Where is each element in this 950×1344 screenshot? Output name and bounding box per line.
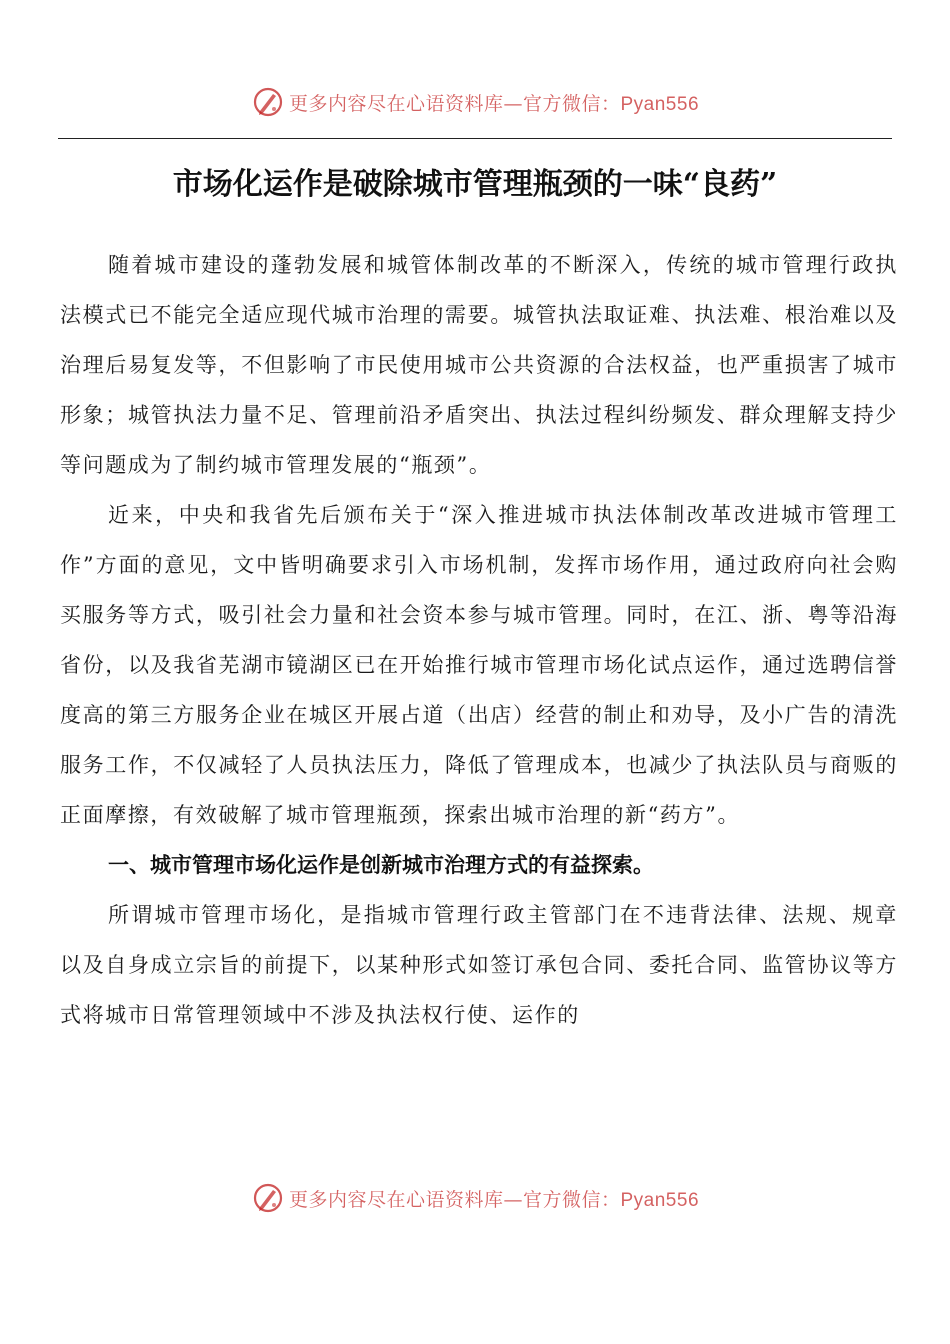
banner-dash: — xyxy=(503,92,523,115)
footer-banner xyxy=(0,1178,950,1218)
pen-logo-icon xyxy=(251,85,285,119)
header-divider xyxy=(58,138,892,139)
banner-wechat-label: 官方微信： xyxy=(522,1188,621,1211)
header-banner xyxy=(0,82,950,122)
banner-wechat-id: Pyan556 xyxy=(620,1189,700,1211)
document-body xyxy=(60,240,898,1040)
page-title: 市场化运作是破除城市管理瓶颈的一味“良药” xyxy=(172,167,778,202)
section-paragraph: 所谓城市管理市场化，是指城市管理行政主管部门在不违背法律、法规、规章以及自身成立宗旨的前提下，以某种形式如签订承包合同、委托合同、监管协议等方式将城市日常管理领域中不涉及执法权行使、运作的 xyxy=(60,903,898,1027)
banner-site-name: 更多内容尽在心语资料库 xyxy=(288,1188,504,1211)
banner-site-name: 更多内容尽在心语资料库 xyxy=(288,92,504,115)
banner-wechat-id: Pyan556 xyxy=(620,93,700,115)
banner-dash: — xyxy=(503,1188,523,1211)
banner-wechat-label: 官方微信： xyxy=(522,92,621,115)
section-heading: 一、城市管理市场化运作是创新城市治理方式的有益探索。 xyxy=(108,853,654,877)
banner-text xyxy=(289,89,699,116)
paragraph-2: 近来，中央和我省先后颁布关于“深入推进城市执法体制改革改进城市管理工作”方面的意见，文中皆明确要求引入市场机制，发挥市场作用，通过政府向社会购买服务等方式，吸引社会力量和社会资本参与城市管理。同时，在江、浙、粤等沿海省份，以及我省芜湖市镜湖区已在开始推行城市管理市场化试点运作，通过选聘信誉度高的第三方服务企业在城区开展占道（出店）经营的制止和劝导，及小广告的清洗服务工作，不仅减轻了人员执法压力，降低了管理成本，也减少了执法队员与商贩的正面摩擦，有效破解了城市管理瓶颈，探索出城市治理的新“药方”。 xyxy=(60,503,898,827)
pen-logo-icon xyxy=(251,1181,285,1215)
banner-text xyxy=(289,1185,699,1212)
paragraph-1: 随着城市建设的蓬勃发展和城管体制改革的不断深入，传统的城市管理行政执法模式已不能完全适应现代城市治理的需要。城管执法取证难、执法难、根治难以及治理后易复发等，不但影响了市民使用城市公共资源的合法权益，也严重损害了城市形象；城管执法力量不足、管理前沿矛盾突出、执法过程纠纷频发、群众理解支持少等问题成为了制约城市管理发展的“瓶颈”。 xyxy=(60,253,898,477)
